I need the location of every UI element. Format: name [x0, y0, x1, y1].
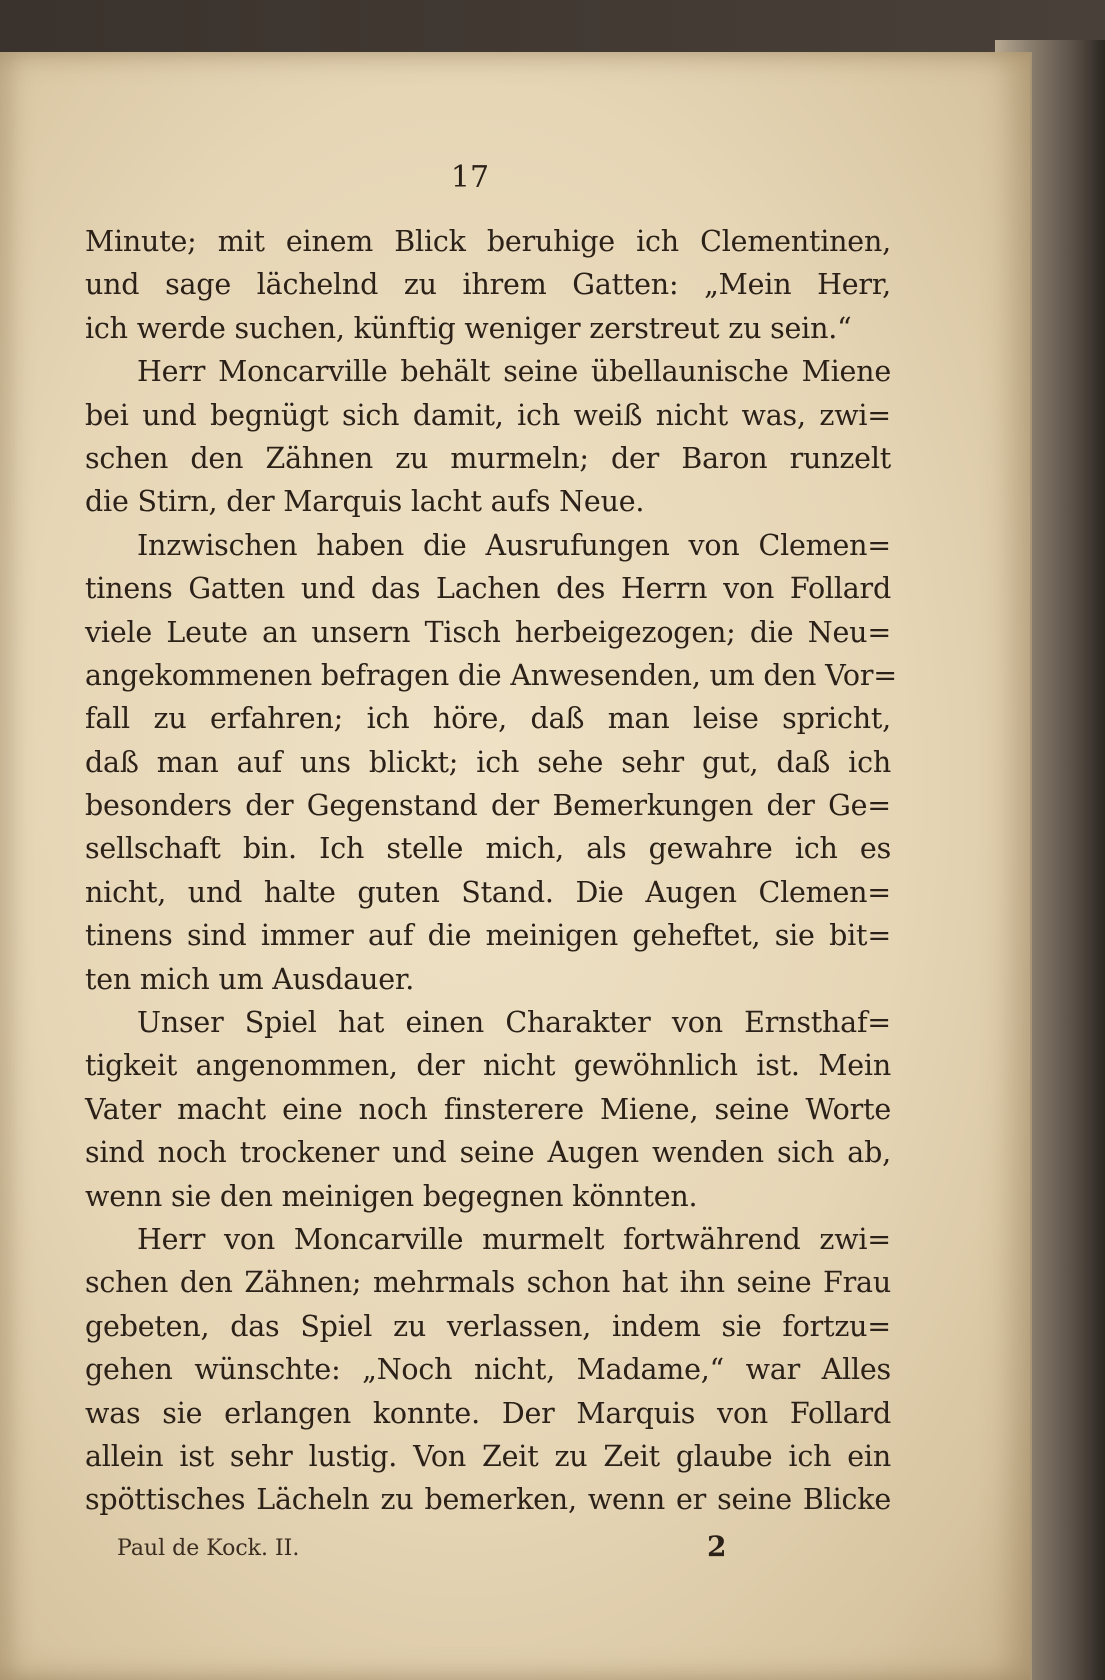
text-line: Inzwischen haben die Ausrufungen von Clemen=	[137, 528, 891, 562]
text-line: tigkeit angenommen, der nicht gewöhnlich ist. Mein	[85, 1049, 891, 1083]
text-line: schen den Zähnen zu murmeln; der Baron runzelt	[85, 441, 891, 475]
sheet-number: 2	[707, 1530, 727, 1563]
text-line: Unser Spiel hat einen Charakter von Ernsthaf=	[137, 1006, 891, 1040]
text-line: wenn sie den meinigen begegnen könnten.	[85, 1179, 698, 1213]
text-line: tinens Gatten und das Lachen des Herrn von Follard	[85, 572, 891, 606]
text-line: viele Leute an unsern Tisch herbeigezogen; die Neu=	[85, 615, 891, 649]
text-line: was sie erlangen konnte. Der Marquis von Follard	[85, 1396, 891, 1430]
book-page	[0, 52, 1032, 1680]
text-line: ich werde suchen, künftig weniger zerstreut zu sein.“	[85, 311, 852, 345]
text-line: besonders der Gegenstand der Bemerkungen der Ge=	[85, 789, 891, 823]
text-line: Minute; mit einem Blick beruhige ich Clementinen,	[85, 225, 891, 258]
text-line: Herr von Moncarville murmelt fortwährend zwi=	[137, 1222, 891, 1256]
text-line: fall zu erfahren; ich höre, daß man leise spricht,	[85, 702, 891, 736]
text-line: schen den Zähnen; mehrmals schon hat ihn seine Frau	[85, 1266, 891, 1300]
page-number: 17	[450, 160, 490, 195]
footer-signature: Paul de Kock. II.	[117, 1536, 300, 1561]
text-line: ten mich um Ausdauer.	[85, 962, 415, 996]
body-text	[85, 220, 897, 1522]
text-line: und sage lächelnd zu ihrem Gatten: „Mein Herr,	[85, 268, 891, 302]
text-line: spöttisches Lächeln zu bemerken, wenn er seine Blicke	[85, 1483, 891, 1517]
text-line: angekommenen befragen die Anwesenden, um den Vor=	[85, 658, 897, 692]
page-footer	[117, 1530, 737, 1576]
text-line: sind noch trockener und seine Augen wenden sich ab,	[85, 1136, 891, 1170]
text-line: nicht, und halte guten Stand. Die Augen Clemen=	[85, 875, 891, 909]
text-line: Vater macht eine noch finsterere Miene, seine Worte	[85, 1092, 891, 1126]
text-line: Herr Moncarville behält seine übellaunische Miene	[137, 355, 891, 389]
text-line: allein ist sehr lustig. Von Zeit zu Zeit glaube ich ein	[85, 1439, 891, 1473]
text-line: tinens sind immer auf die meinigen geheftet, sie bit=	[85, 919, 891, 953]
text-line: daß man auf uns blickt; ich sehe sehr gut, daß ich	[85, 745, 891, 779]
text-line: gehen wünschte: „Noch nicht, Madame,“ war Alles	[85, 1353, 891, 1387]
text-line: gebeten, das Spiel zu verlassen, indem sie fortzu=	[85, 1309, 891, 1343]
text-line: sellschaft bin. Ich stelle mich, als gewahre ich es	[85, 832, 891, 866]
text-line: die Stirn, der Marquis lacht aufs Neue.	[85, 485, 645, 519]
text-line: bei und begnügt sich damit, ich weiß nicht was, zwi=	[85, 398, 891, 432]
